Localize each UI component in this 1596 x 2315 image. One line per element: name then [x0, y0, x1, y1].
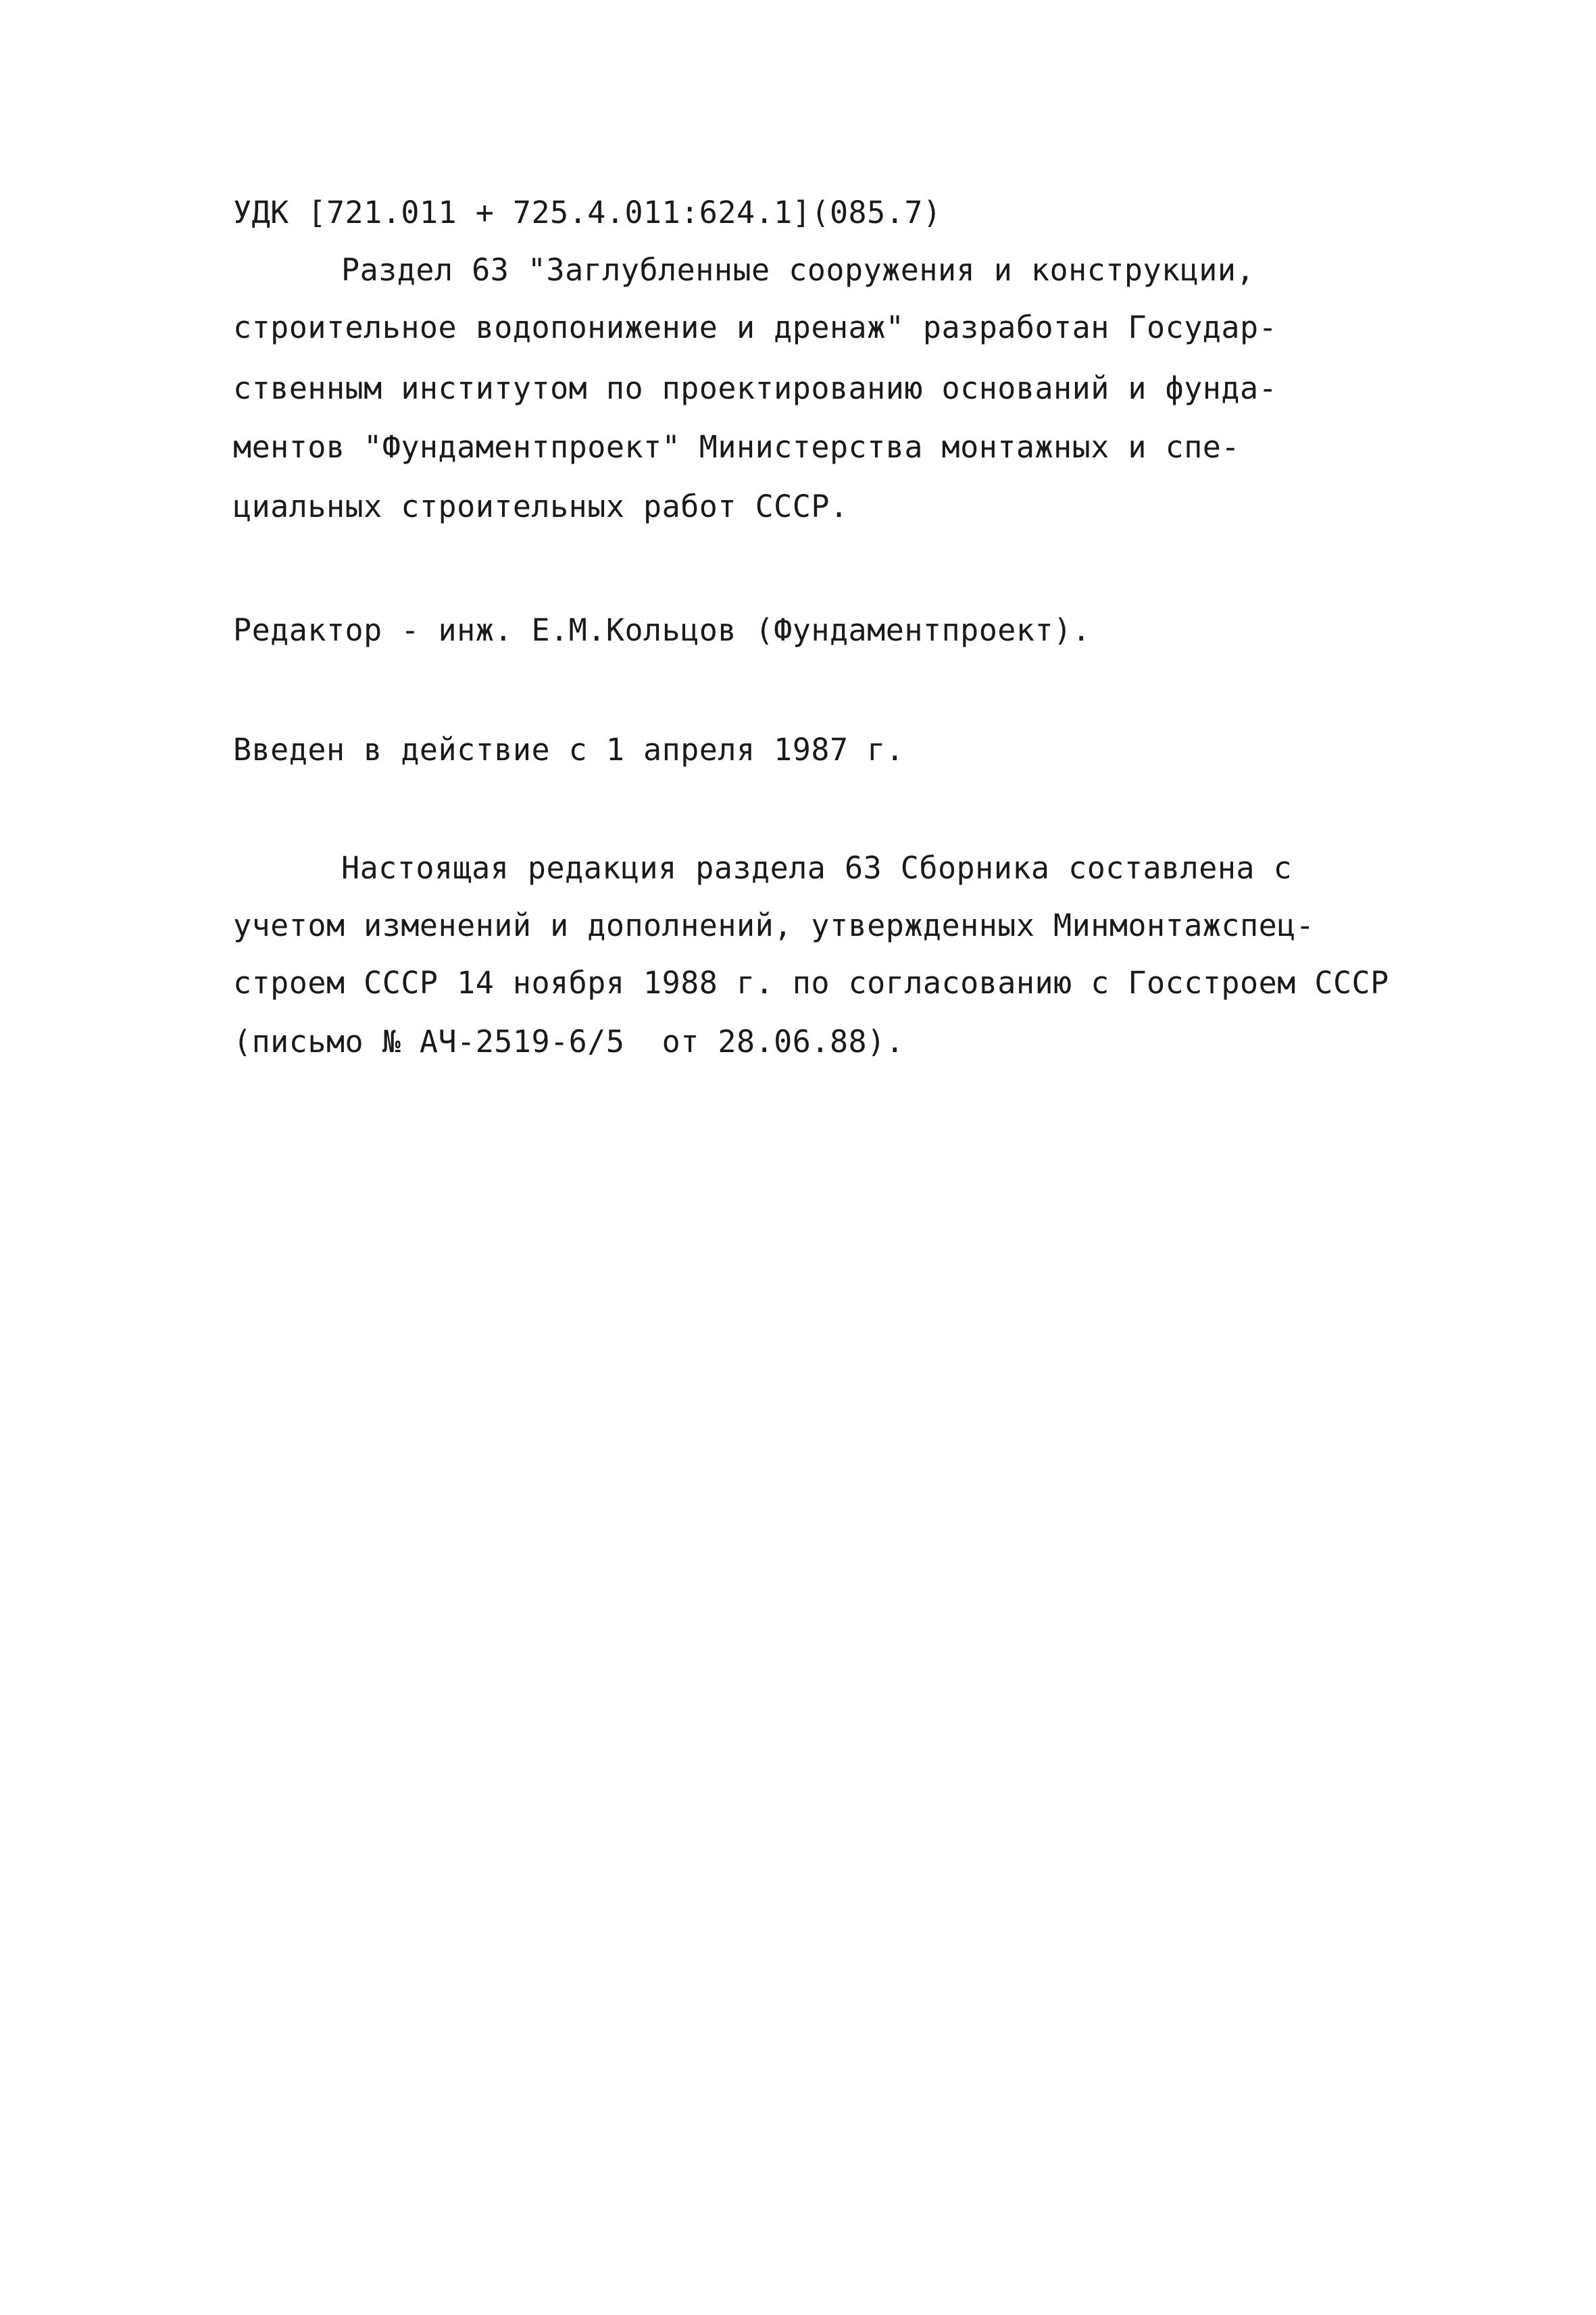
paragraph-line: ственным институтом по проектированию оснований и фунда- [233, 370, 1278, 406]
paragraph-line: Раздел 63 "Заглубленные сооружения и конструкции, [341, 252, 1255, 288]
effective-date-line: Введен в действие с 1 апреля 1987 г. [233, 732, 905, 768]
editor-line: Редактор - инж. Е.М.Кольцов (Фундаментпроект). [233, 612, 1091, 648]
paragraph-line: строем СССР 14 ноября 1988 г. по согласованию с Госстроем СССР [233, 965, 1389, 1001]
paragraph-line: учетом изменений и дополнений, утвержденных Минмонтажспец- [233, 907, 1315, 943]
paragraph-line: строительное водопонижение и дренаж" разработан Государ- [233, 309, 1278, 345]
paragraph-line: циальных строительных работ СССР. [233, 489, 849, 524]
paragraph-line: Настоящая редакция раздела 63 Сборника составлена с [341, 850, 1293, 886]
udk-code: УДК [721.011 + 725.4.011:624.1](085.7) [233, 195, 942, 230]
paragraph-line: ментов "Фундаментпроект" Министерства монтажных и спе- [233, 429, 1240, 465]
paragraph-line: (письмо № АЧ-2519-6/5 от 28.06.88). [233, 1024, 905, 1060]
